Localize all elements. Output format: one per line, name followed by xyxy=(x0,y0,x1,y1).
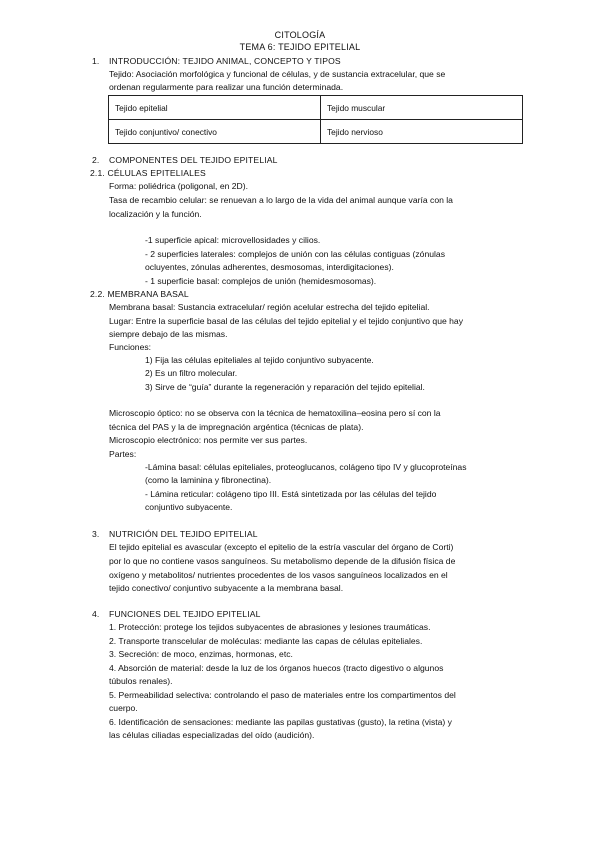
table-cell: Tejido epitelial xyxy=(109,96,321,120)
paragraph-line: Funciones: xyxy=(109,342,152,352)
paragraph-line: El tejido epitelial es avascular (excepto el epitelio de la estría vascular del órgano de Corti) xyxy=(109,542,454,552)
paragraph-line: Partes: xyxy=(109,449,137,459)
list-item: las células ciliadas especializadas del oído (audición). xyxy=(109,730,315,740)
table-cell: Tejido conjuntivo/ conectivo xyxy=(109,120,321,144)
section-4-number: 4. xyxy=(92,609,100,619)
list-item: (como la laminina y fibronectina). xyxy=(145,475,272,485)
list-item: túbulos renales). xyxy=(109,676,173,686)
document-subtitle: TEMA 6: TEJIDO EPITELIAL xyxy=(239,42,361,52)
list-item: conjuntivo subyacente. xyxy=(145,502,233,512)
list-item: ocluyentes, zónulas adherentes, desmosomas, interdigitaciones). xyxy=(145,262,394,272)
list-item: 5. Permeabilidad selectiva: controlando el paso de materiales entre los compartimentos del xyxy=(109,690,456,700)
section-1-line: Tejido: Asociación morfológica y funcional de células, y de sustancia extracelular, que se xyxy=(109,69,446,79)
paragraph-line: siempre debajo de las mismas. xyxy=(109,329,228,339)
paragraph-line: tejido conectivo/ conjuntivo subyacente a la membrana basal. xyxy=(109,583,344,593)
section-4-heading: FUNCIONES DEL TEJIDO EPITELIAL xyxy=(109,609,261,619)
list-item: 4. Absorción de material: desde la luz de los órganos huecos (tracto digestivo o algunos xyxy=(109,663,444,673)
list-item: 1) Fija las células epiteliales al tejido conjuntivo subyacente. xyxy=(145,355,374,365)
section-2-heading: COMPONENTES DEL TEJIDO EPITELIAL xyxy=(109,155,278,165)
paragraph-line: técnica del PAS y la de impregnación argéntica (técnicas de plata). xyxy=(109,422,364,432)
document-title: CITOLOGÍA xyxy=(274,30,326,40)
list-item: -1 superficie apical: microvellosidades y cilios. xyxy=(145,235,321,245)
paragraph-line: Microscopio óptico: no se observa con la técnica de hematoxilina–eosina pero sí con la xyxy=(109,408,441,418)
paragraph-line: por lo que no contiene vasos sanguíneos. Su metabolismo depende de la difusión física de xyxy=(109,556,456,566)
list-item: - 2 superficies laterales: complejos de unión con las células contiguas (zónulas xyxy=(145,249,445,259)
paragraph-line: Tasa de recambio celular: se renuevan a lo largo de la vida del animal aunque varía con la xyxy=(109,195,453,205)
table-cell: Tejido muscular xyxy=(321,96,523,120)
paragraph-line: Forma: poliédrica (poligonal, en 2D). xyxy=(109,181,248,191)
list-item: 3) Sirve de “guía” durante la regeneración y reparación del tejido epitelial. xyxy=(145,382,425,392)
list-item: 2) Es un filtro molecular. xyxy=(145,368,238,378)
table-row xyxy=(109,120,523,144)
list-item: 6. Identificación de sensaciones: mediante las papilas gustativas (gusto), la retina (vista) y xyxy=(109,717,452,727)
list-item: 2. Transporte transcelular de moléculas: mediante las capas de células epiteliales. xyxy=(109,636,423,646)
table-cell: Tejido nervioso xyxy=(321,120,523,144)
paragraph-line: Membrana basal: Sustancia extracelular/ región acelular estrecha del tejido epitelial. xyxy=(109,302,430,312)
paragraph-line: Microscopio electrónico: nos permite ver sus partes. xyxy=(109,435,308,445)
list-item: - Lámina reticular: colágeno tipo III. Está sintetizada por las células del tejido xyxy=(145,489,437,499)
list-item: 3. Secreción: de moco, enzimas, hormonas, etc. xyxy=(109,649,293,659)
subsection-2-1-heading: 2.1. CÉLULAS EPITELIALES xyxy=(90,168,206,178)
paragraph-line: localización y la función. xyxy=(109,209,202,219)
section-1-line: ordenan regularmente para realizar una función determinada. xyxy=(109,82,344,92)
list-item: 1. Protección: protege los tejidos subyacentes de abrasiones y lesiones traumáticas. xyxy=(109,622,431,632)
section-3-number: 3. xyxy=(92,529,100,539)
list-item: - 1 superficie basal: complejos de unión (hemidesmosomas). xyxy=(145,276,377,286)
subsection-2-2-heading: 2.2. MEMBRANA BASAL xyxy=(90,289,189,299)
section-2-number: 2. xyxy=(92,155,100,165)
list-item: cuerpo. xyxy=(109,703,138,713)
paragraph-line: oxígeno y metabolitos/ nutrientes procedentes de los vasos sanguíneos localizados en el xyxy=(109,570,448,580)
table-row xyxy=(109,96,523,120)
section-1-number: 1. xyxy=(92,56,100,66)
paragraph-line: Lugar: Entre la superficie basal de las células del tejido epitelial y el tejido conjuntivo que hay xyxy=(109,316,463,326)
list-item: -Lámina basal: células epiteliales, proteoglucanos, colágeno tipo IV y glucoproteínas xyxy=(145,462,467,472)
tissue-types-table xyxy=(108,95,523,144)
section-1-heading: INTRODUCCIÓN: TEJIDO ANIMAL, CONCEPTO Y TIPOS xyxy=(109,56,341,66)
section-3-heading: NUTRICIÓN DEL TEJIDO EPITELIAL xyxy=(109,529,258,539)
